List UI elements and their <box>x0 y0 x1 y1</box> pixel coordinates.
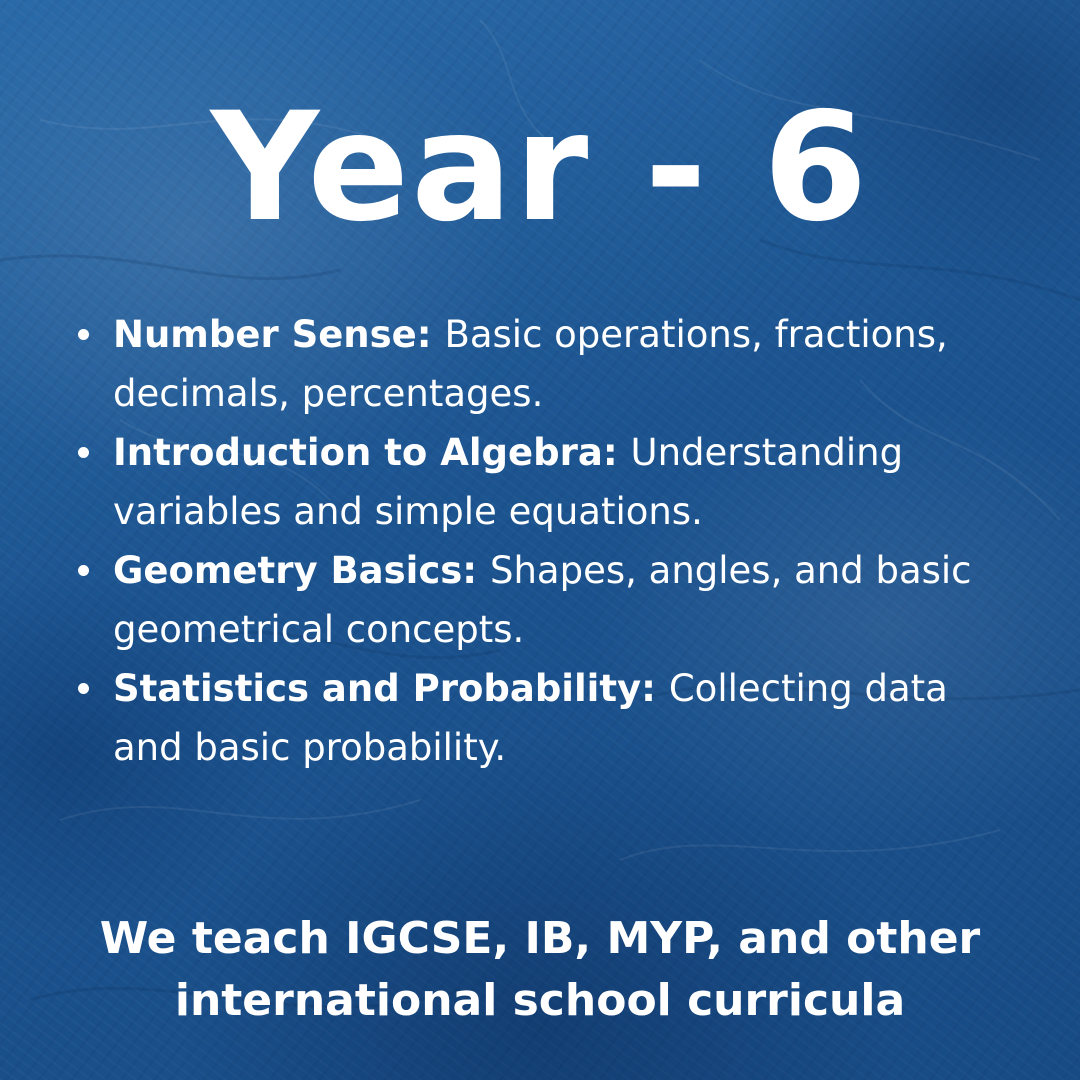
topic-item-geometry <box>78 541 1018 659</box>
topic-list <box>78 305 1018 777</box>
topic-description: Understanding variables and simple equations. <box>113 431 904 533</box>
topic-description: Basic operations, fractions, decimals, percentages. <box>113 313 948 415</box>
page-title: Year - 6 <box>210 81 870 255</box>
topic-description: Collecting data and basic probability. <box>113 667 948 769</box>
topic-item-number-sense <box>78 305 1018 423</box>
bullet-icon <box>78 329 89 340</box>
topic-heading: Statistics and Probability: <box>113 667 669 710</box>
bullet-icon <box>78 565 89 576</box>
bullet-icon <box>78 683 89 694</box>
bullet-icon <box>78 447 89 458</box>
topic-item-algebra <box>78 423 1018 541</box>
topic-item-statistics <box>78 659 1018 777</box>
footer-line-1: We teach IGCSE, IB, MYP, and other <box>99 913 981 964</box>
topic-heading: Introduction to Algebra: <box>113 431 631 474</box>
topic-heading: Geometry Basics: <box>113 549 490 592</box>
footer-line-2: international school curricula <box>174 975 906 1026</box>
topic-heading: Number Sense: <box>113 313 445 356</box>
topic-description: Shapes, angles, and basic geometrical concepts. <box>113 549 972 651</box>
footer-tagline <box>40 908 1040 1032</box>
